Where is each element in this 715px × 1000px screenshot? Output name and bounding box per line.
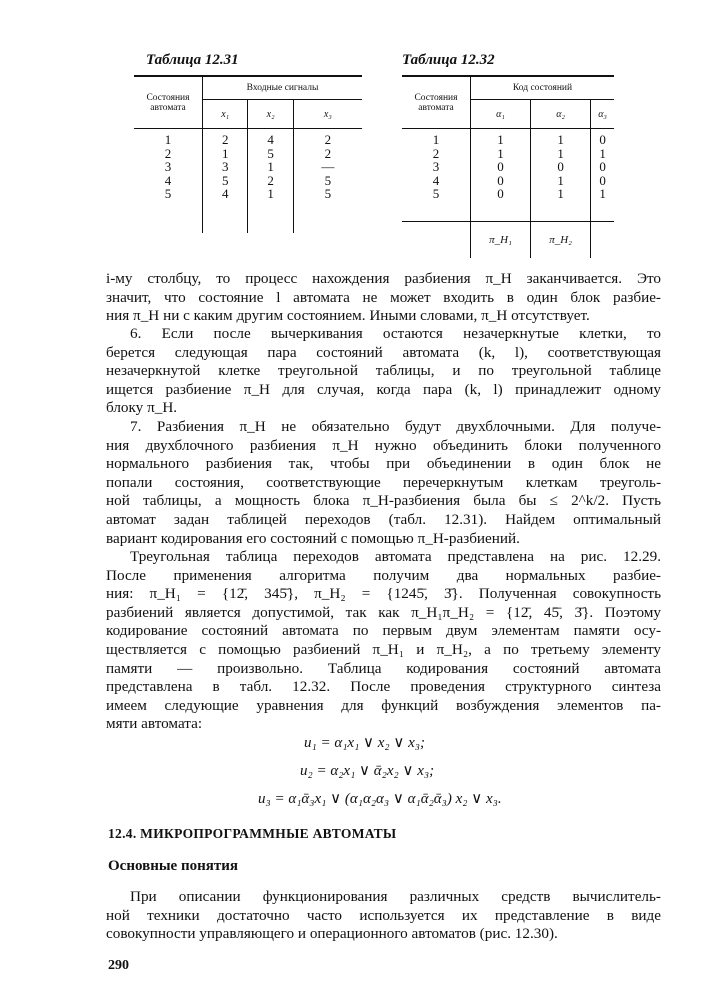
table-12-31-group-header: Входные сигналы <box>203 76 363 100</box>
table-12-32-col-a1-values: 1 1 0 0 0 <box>471 129 531 222</box>
table-12-32-group-header: Код состояний <box>471 76 615 100</box>
table-12-31-col-x3-values: 2 2 — 5 5 <box>293 129 362 234</box>
paragraph-5 <box>106 888 661 944</box>
table-12-32 <box>402 75 614 258</box>
text-line: значит, что состояние l автомата не может входить в один блок разбие- <box>106 288 661 306</box>
table-12-32-col-a3: α₃ <box>591 100 614 129</box>
text-line: После применения алгоритма получим два нормальных разбие- <box>106 566 661 584</box>
table-12-32-caption: Таблица 12.32 <box>402 52 495 68</box>
text-line: ния π_H ни с каким другим состоянием. Иными словами, π_H отсутствует. <box>106 307 590 325</box>
text-line: представлена в табл. 12.32. После проведения структурного синтеза <box>106 678 661 696</box>
paragraph-1 <box>106 270 661 326</box>
text-line: ния: π_H₁ = {12̄, 345̄}, π_H₂ = {1245̄, 3̄}. Полученная совокупность <box>106 585 661 603</box>
section-heading: 12.4. МИКРОПРОГРАММНЫЕ АВТОМАТЫ <box>108 826 397 841</box>
paragraph-3 <box>106 418 661 548</box>
text-line: совокупности управляющего и операционного автоматов (рис. 12.30). <box>106 925 558 943</box>
page-number: 290 <box>108 958 129 973</box>
text-line: ния двухблочного разбиения π_H нужно объединить блоки полученного <box>106 436 661 454</box>
text-line: ищется разбиение π_H для случая, когда пара (k, l) принадлежит одному <box>106 380 661 398</box>
table-12-32-states: 1 2 3 4 5 <box>432 132 440 201</box>
text-line: попали состояния, соответствующие перечеркнутым клеткам треуголь- <box>106 473 661 491</box>
table-12-31-col-x1-values: 2 1 3 5 4 <box>203 129 248 234</box>
text-line: i-му столбцу, то процесс нахождения разбиения π_H заканчивается. Это <box>106 270 661 287</box>
table-12-31-col-x2-values: 4 5 1 2 1 <box>248 129 293 234</box>
text-line: автомат задан таблицей переходов (табл. 12.31). Найдем оптимальный <box>106 510 661 528</box>
table-12-32-col-a3-values: 0 1 0 0 1 <box>591 129 614 222</box>
equation-u3: u₃ = α₁ᾱ₃x₁ ∨ (α₁α₂α₃ ∨ α₁ᾱ₂ᾱ₃) x₂ ∨ x₃. <box>258 791 502 807</box>
table-12-32-footer-pi2: π_H₂ <box>531 222 591 259</box>
paragraph-4 <box>106 548 661 734</box>
subsection-heading: Основные понятия <box>108 858 238 874</box>
text-line: нормального разбиения так, чтобы при объединении в один блок не <box>106 455 661 473</box>
table-12-31-col-x2: x₂ <box>248 100 293 129</box>
text-line: 7. Разбиения π_H не обязательно будут двухблочными. Для получе- <box>130 418 661 435</box>
text-line: имеем следующие уравнения для функций возбуждения элементов па- <box>106 696 661 714</box>
equation-u2: u₂ = α₂x₁ ∨ ᾱ₂x₂ ∨ x₃; <box>300 763 435 779</box>
table-12-32-footer-pi1: π_H₁ <box>471 222 531 259</box>
table-12-31 <box>134 75 362 233</box>
text-line: ной техники достаточно часто используется их представление в виде <box>106 906 661 924</box>
text-line: 6. Если после вычеркивания остаются незачеркнутые клетки, то <box>130 325 661 342</box>
text-line: ной таблицы, а мощность блока π_H-разбиения была бы ≤ 2^k/2. Пусть <box>106 492 661 510</box>
table-12-32-col-a2: α₂ <box>531 100 591 129</box>
table-12-31-caption: Таблица 12.31 <box>146 52 239 68</box>
text-line: разбиений является допустимой, так как π_H₁π_H₂ = {12̄, 45̄, 3̄}. Поэтому <box>106 603 661 621</box>
text-line: ществляется с помощью разбиений π_H₁ и π_H₂, а по третьему элементу <box>106 640 661 658</box>
text-line: вариант кодирования его состояний с помощью π_H-разбиений. <box>106 529 520 547</box>
paragraph-2 <box>106 325 661 418</box>
table-12-32-state-header: Состояния автомата <box>414 92 458 113</box>
table-12-32-col-a1: α₁ <box>471 100 531 129</box>
table-12-31-col-x1: x₁ <box>203 100 248 129</box>
text-line: При описании функционирования различных средств вычислитель- <box>130 888 661 905</box>
table-12-31-states: 1 2 3 4 5 <box>164 132 172 201</box>
text-line: Треугольная таблица переходов автомата представлена на рис. 12.29. <box>130 548 661 565</box>
table-12-32-col-a2-values: 1 1 0 1 1 <box>531 129 591 222</box>
table-12-31-col-x3: x₃ <box>293 100 362 129</box>
table-12-31-state-header: Состояния автомата <box>146 92 190 113</box>
text-line: незачеркнутой клетке треугольной таблицы, и по треугольной таблице <box>106 362 661 380</box>
text-line: мяти автомата: <box>106 715 203 733</box>
text-line: памяти — произвольно. Таблица кодирования состояний автомата <box>106 659 661 677</box>
equation-u1: u₁ = α₁x₁ ∨ x₂ ∨ x₃; <box>304 735 425 751</box>
text-line: берется следующая пара состояний автомата (k, l), соответствующая <box>106 343 661 361</box>
text-line: кодирование состояний автомата по первым двум элементам памяти осу- <box>106 622 661 640</box>
text-line: блоку π_H. <box>106 399 178 417</box>
